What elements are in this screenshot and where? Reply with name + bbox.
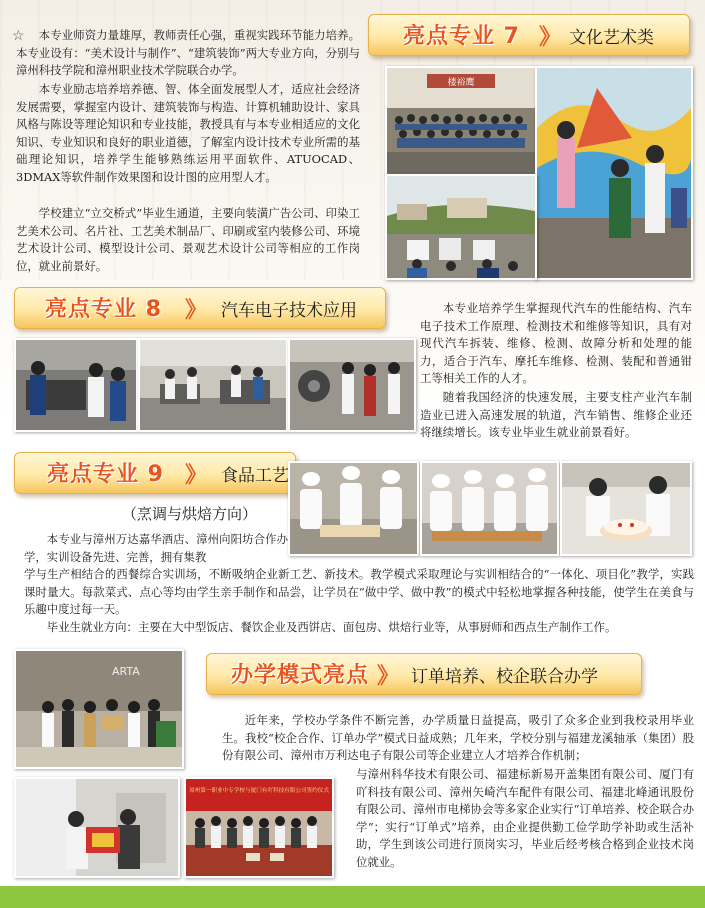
photo-chef-class-2: [420, 461, 559, 556]
banner-highlight-9: [14, 452, 296, 494]
star-icon: ☆: [12, 28, 25, 44]
photo-chef-class-1: [288, 461, 419, 556]
banner-9-arrow-icon: 》: [185, 463, 208, 488]
chef-class-2-illustration: [422, 463, 557, 554]
banner-school-headline: 办学模式亮点: [231, 663, 370, 688]
banner-9-headline: 亮点专业 9: [47, 462, 164, 487]
banner-7-subtitle: 文化艺术类: [569, 28, 654, 48]
banner-highlight-8: [14, 287, 386, 329]
school-partners-paragraph: 与漳州科华技术有限公司、福建标新易开盖集团有限公司、厦门有吖科技有限公司、漳州矢崎汽车配件有限公司、福建北峰通讯股份有限公司、漳州市电梯协会等多家企业实行“订单培养、校企联合办学”；实行“订单式”培养，由企业提供勤工俭学助学补助或生活补助，学生到该公司进行顶岗实习，毕业后经考核合格到企业技术岗位就业。: [356, 767, 694, 869]
food-intro-paragraph-b: 学与生产相结合的西餐综合实训场，不断吸纳企业新工艺、新技术。教学模式采取理论与实训相结合的“一体化、项目化”教学，实践课时量大。每款菜式、点心等均由学生亲手制作和品尝，让学员在“做中学、做中教”的模式中轻松地掌握各种技能，使学生在美食与乐趣中度过每一天。: [24, 567, 694, 617]
banner-8-headline: 亮点专业 8: [45, 297, 162, 322]
footer-bar: [0, 886, 705, 908]
banner-school-model: [206, 653, 642, 695]
photo-students-group: [385, 66, 537, 176]
banner-8-subtitle: 汽车电子技术应用: [221, 301, 357, 321]
banner-8-arrow-icon: 》: [185, 298, 208, 323]
auto-workshop-2-illustration: [140, 340, 286, 430]
culture-goal-paragraph: 本专业励志培养培养德、智、体全面发展型人才，适应社会经济发展需要，掌握室内设计、建筑装饰与构造、计算机辅助设计、家具风格与陈设等理论知识和专业技能，教授具有与本专业相适应的文化知识、专业知识和良好的职业道德，了解室内设计技术专业所需的基础理论知识，培养学生能够熟练运用平面软件、ATUOCAD、3DMAX等软件制作效果图和设计图的应用型人才。: [16, 82, 360, 184]
award-ceremony-illustration: [16, 779, 178, 876]
photo-campus-landscape: [385, 174, 537, 280]
banner-9-subtitle: 食品工艺: [221, 466, 289, 486]
photo-signing-ceremony: [184, 777, 334, 878]
food-career-paragraph: 毕业生就业方向：主要在大中型饭店、餐饮企业及西饼店、面包房、烘焙行业等，从事厨师和西点生产制作工作。: [46, 620, 617, 634]
photo-auto-workshop-3: [288, 338, 416, 432]
building-sign-text: 楼裕鹰: [447, 78, 475, 88]
photo-award-ceremony: [14, 777, 180, 878]
signing-ceremony-illustration: [186, 779, 332, 876]
photo-auto-workshop-1: [14, 338, 138, 432]
campus-landscape-illustration: [387, 176, 535, 278]
company-signing-illustration: [16, 651, 182, 767]
auto-workshop-3-illustration: [290, 340, 414, 430]
auto-intro-paragraph: 本专业培养学生掌握现代汽车的性能结构、汽车电子技术工作原理、检测技术和维修等知识，具有对现代汽车拆装、维修、检测、故障分析和处理的能力，适合于汽车、摩托车维修、检测、装配和普通钳工等相关工作的人才。: [420, 301, 692, 386]
banner-school-subtitle: 订单培养、校企联合办学: [411, 667, 598, 687]
culture-career-paragraph: 学校建立“立交桥式”毕业生通道，主要向装潢广告公司、印染工艺美术公司、名片社、工艺美术制品厂、印刷或室内装修公司、环境艺术设计公司、模型设计公司、景观艺术设计公司等相应的工作岗位，就业前景好。: [16, 206, 360, 273]
baking-class-illustration: [562, 463, 690, 554]
food-intro-paragraph-a: 本专业与漳州万达嘉华酒店、漳州向阳坊合作办学，实训设备先进、完善，拥有集教: [24, 532, 288, 564]
auto-outlook-paragraph: 随着我国经济的快速发展，主要支柱产业汽车制造业已进入高速发展的轨道，汽车销售、维修企业还将继续增长。该专业毕业生就业前景看好。: [420, 390, 692, 440]
chef-class-1-illustration: [290, 463, 417, 554]
school-intro-paragraph: 近年来，学校办学条件不断完善，办学质量日益提高，吸引了众多企业到我校录用毕业生。我校“校企合作、订单办学”模式日益成熟；几年来，学校分别与福建龙溪轴承（集团）股份有限公司、漳州市万利达电子有限公司等企业建立人才培养合作机制；: [222, 713, 694, 763]
students-group-illustration: [387, 68, 535, 174]
photo-company-signing: [14, 649, 184, 769]
company-sign-text: ARTA: [112, 665, 140, 678]
mural-painting-illustration: [537, 68, 691, 278]
banner-7-headline: 亮点专业 7: [403, 24, 520, 49]
culture-intro-paragraph: 本专业师资力量雄厚，教师责任心强，重视实践环节能力培养。本专业设有：“美术设计与制作”、“建筑装饰”两大专业方向，分别与漳州科技学院和漳州职业技术学院联合办学。: [16, 28, 360, 78]
banner-highlight-7: [368, 14, 690, 56]
photo-mural-painting: [535, 66, 693, 280]
photo-baking-class: [560, 461, 692, 556]
banner-7-arrow-icon: 》: [539, 25, 562, 50]
banner-school-arrow-icon: 》: [377, 664, 400, 689]
ceremony-banner-text: 漳州第一职业中专学校与厦门有吖科技有限公司签约仪式: [189, 788, 329, 794]
food-direction-label: （烹调与烘焙方向）: [122, 505, 258, 523]
photo-auto-workshop-2: [138, 338, 288, 432]
auto-workshop-1-illustration: [16, 340, 136, 430]
